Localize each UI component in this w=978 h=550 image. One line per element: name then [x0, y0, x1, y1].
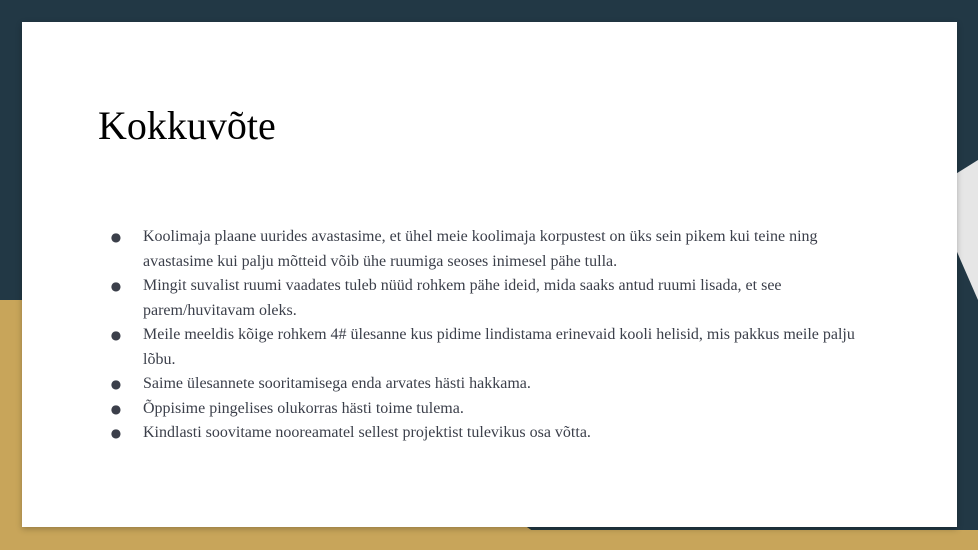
bullet-item [108, 323, 868, 372]
bullet-dot-icon: ● [110, 279, 122, 293]
bullet-item [108, 372, 868, 397]
bullet-text: Saime ülesannete sooritamisega enda arvates hästi hakkama. [143, 375, 531, 392]
bullet-item [108, 225, 868, 274]
bullet-text: Kindlasti soovitame nooreamatel sellest projektist tulevikus osa võtta. [143, 424, 591, 441]
bullet-item [108, 421, 868, 446]
bullet-text: Õppisime pingelises olukorras hästi toime tulema. [143, 399, 464, 417]
bullet-text: Koolimaja plaane uurides avastasime, et ühel meie koolimaja korpustest on üks sein pikem kui teine ning avastasime kui palju mõtteid võib ühe ruumiga seoses inimesel pähe tulla. [143, 228, 818, 270]
bullet-dot-icon: ● [110, 426, 122, 440]
slide-title: Kokkuvõte [98, 103, 276, 148]
bullet-text: Meile meeldis kõige rohkem 4# ülesanne kus pidime lindistama erinevaid kooli helisid, mis pakkus meile palju lõbu. [143, 326, 855, 368]
bullet-dot-icon: ● [110, 377, 122, 391]
bullet-list [108, 225, 868, 446]
gold-accent-bottom [300, 530, 978, 550]
bullet-dot-icon: ● [110, 230, 122, 244]
bullet-text: Mingit suvalist ruumi vaadates tuleb nüüd rohkem pähe ideid, mida saaks antud ruumi lisada, et see parem/huvitavam oleks. [143, 277, 782, 319]
bullet-item [108, 397, 868, 422]
slide-canvas [22, 22, 957, 527]
bullet-item [108, 274, 868, 323]
bullet-dot-icon: ● [110, 401, 122, 416]
bullet-dot-icon: ● [110, 328, 122, 342]
